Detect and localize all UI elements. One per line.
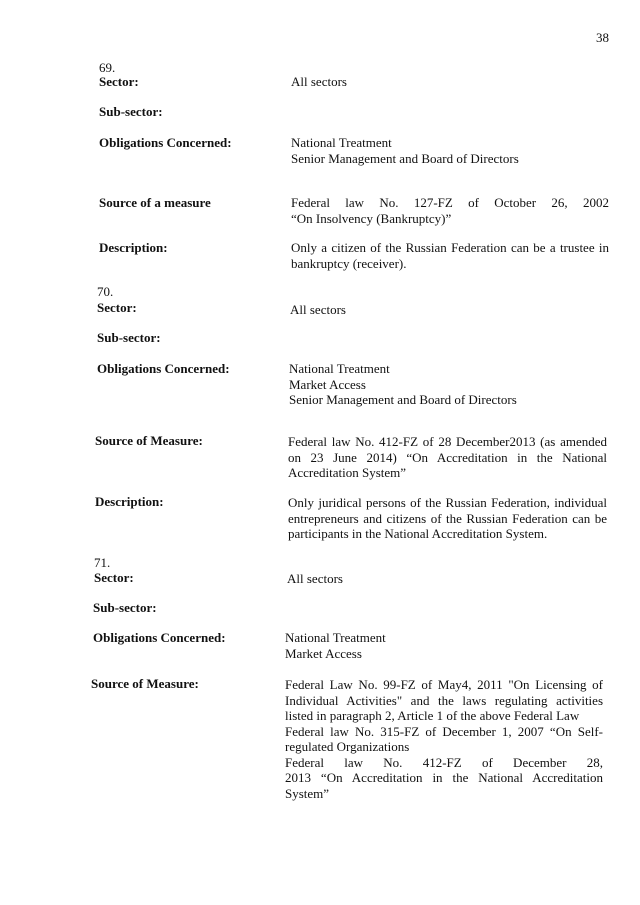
obligations-line: National Treatment xyxy=(285,630,386,645)
source-label: Source of Measure: xyxy=(91,676,199,691)
sector-value: All sectors xyxy=(290,302,346,317)
obligations-line: Market Access xyxy=(289,376,366,392)
description-line: entrepreneurs and citizens of the Russian Federation can be xyxy=(288,510,607,526)
obligations-line: Senior Management and Board of Directors xyxy=(289,392,517,407)
source-line: listed in paragraph 2, Article 1 of the above Federal Law xyxy=(285,708,580,723)
source-line: regulated Organizations xyxy=(285,739,410,754)
source-label: Source of Measure: xyxy=(95,433,203,448)
obligations-label: Obligations Concerned: xyxy=(93,630,226,645)
source-line: Federal law No. 127-FZ of October 26, 2002 xyxy=(291,195,609,210)
description-line: Only a citizen of the Russian Federation can be a trustee in xyxy=(291,240,609,255)
source-value xyxy=(291,195,609,226)
source-line: Federal law No. 412-FZ of 28 December2013 (as amended xyxy=(288,434,607,449)
description-value xyxy=(288,495,607,542)
sector-value: All sectors xyxy=(287,571,343,586)
description-line: bankruptcy (receiver). xyxy=(291,255,407,271)
entry-number: 70. xyxy=(97,284,114,299)
obligations-line: Market Access xyxy=(285,645,362,661)
obligations-value xyxy=(289,361,517,408)
obligations-label: Obligations Concerned: xyxy=(97,361,230,376)
subsector-label: Sub-sector: xyxy=(99,104,163,119)
source-line: “On Insolvency (Bankruptcy)” xyxy=(291,210,452,226)
source-line: System” xyxy=(285,785,330,801)
obligations-line: National Treatment xyxy=(291,135,392,150)
source-line: Federal law No. 412-FZ of December 28, xyxy=(285,754,603,770)
source-line: Federal law No. 315-FZ of December 1, 2007 “On Self- xyxy=(285,723,603,739)
description-label: Description: xyxy=(95,494,164,509)
sector-label: Sector: xyxy=(94,570,134,585)
source-line: Accreditation System” xyxy=(288,465,407,480)
obligations-line: Senior Management and Board of Directors xyxy=(291,150,519,166)
source-line: Federal Law No. 99-FZ of May4, 2011 "On Licensing of xyxy=(285,677,603,692)
source-line: Individual Activities" and the laws regulating activities xyxy=(285,692,603,708)
source-line: on 23 June 2014) “On Accreditation in the National xyxy=(288,449,607,465)
source-label: Source of a measure xyxy=(99,195,211,210)
obligations-label: Obligations Concerned: xyxy=(99,135,232,150)
obligations-line: National Treatment xyxy=(289,361,390,376)
description-line: participants in the National Accreditation System. xyxy=(288,526,548,541)
obligations-value xyxy=(291,135,519,166)
entry-number: 69. xyxy=(99,60,116,75)
subsector-label: Sub-sector: xyxy=(97,330,161,345)
sector-value: All sectors xyxy=(291,74,347,89)
description-value xyxy=(291,240,609,271)
sector-label: Sector: xyxy=(97,300,137,315)
entry-number: 71. xyxy=(94,555,111,570)
subsector-label: Sub-sector: xyxy=(93,600,157,615)
page-number: 38 xyxy=(596,30,609,45)
source-value xyxy=(288,434,607,481)
description-line: Only juridical persons of the Russian Federation, individual xyxy=(288,495,607,510)
obligations-value xyxy=(285,630,386,661)
description-label: Description: xyxy=(99,240,168,255)
source-value xyxy=(285,677,603,801)
source-line: 2013 “On Accreditation in the National Accreditation xyxy=(285,770,603,785)
sector-label: Sector: xyxy=(99,74,139,89)
